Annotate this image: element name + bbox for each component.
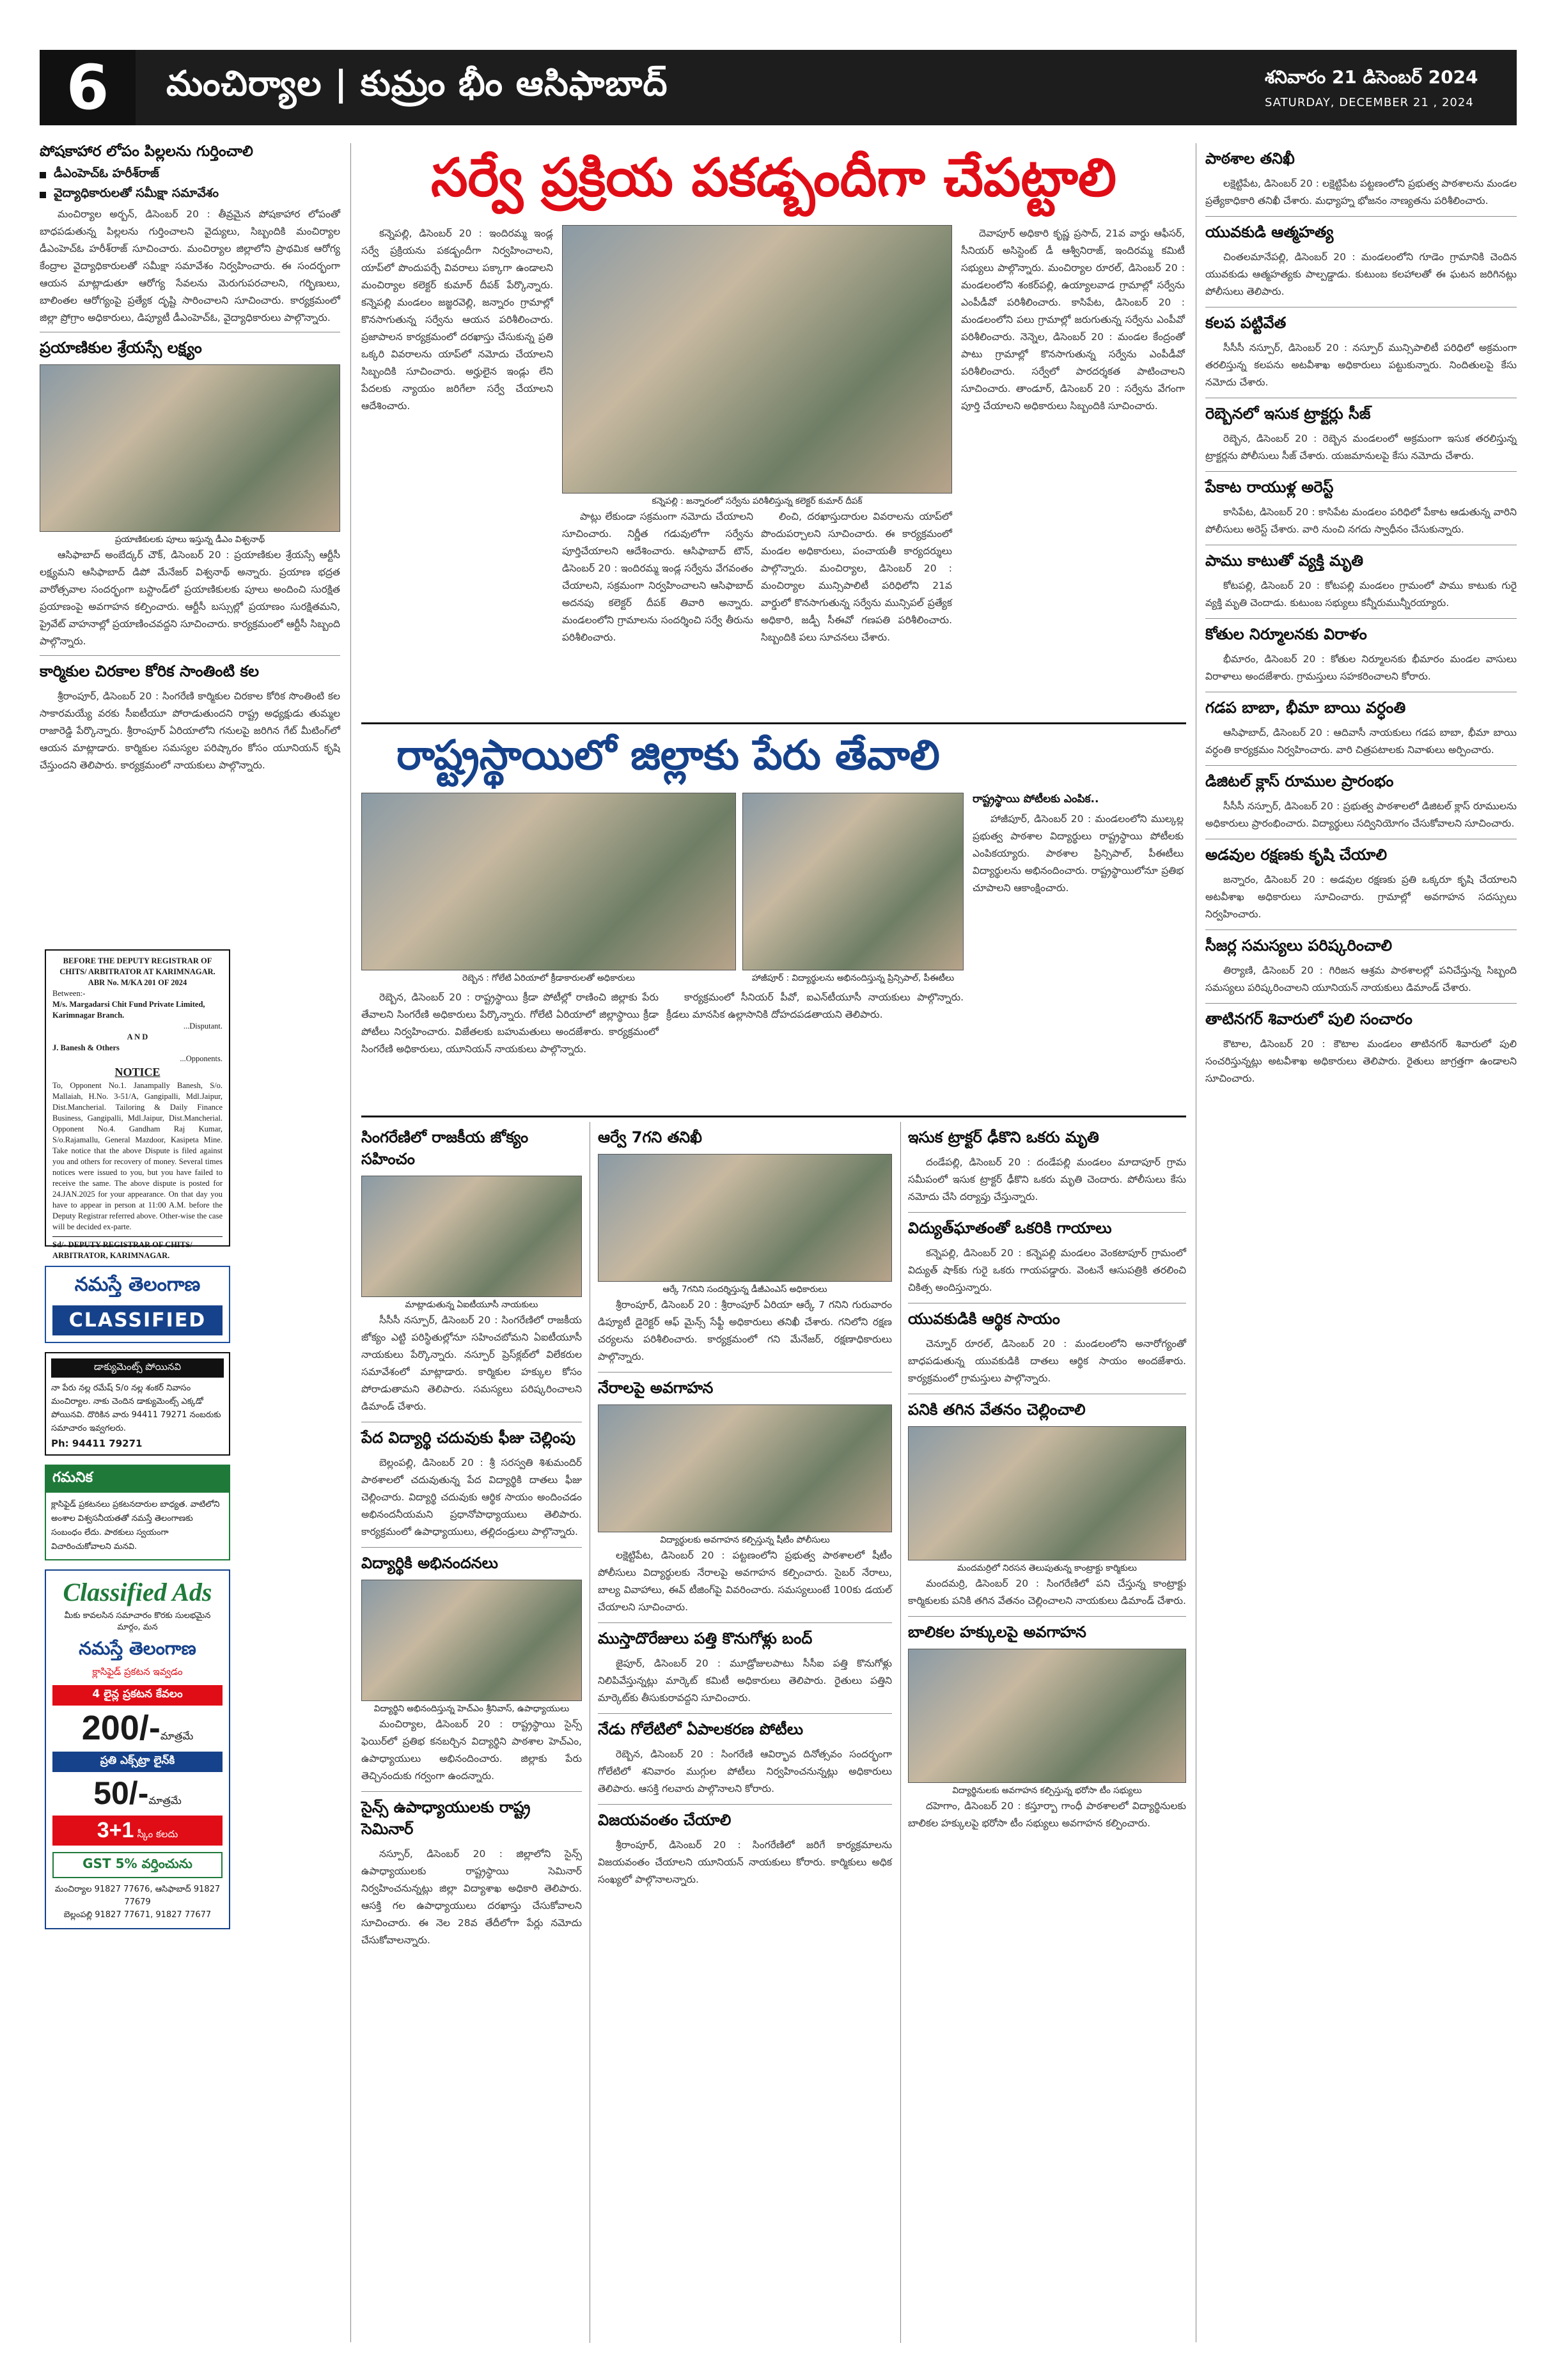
page-title: మంచిర్యాల | కుమ్రం భీం ఆసిఫాబాద్ <box>136 50 1248 125</box>
story-photo <box>40 364 340 532</box>
photo-caption: ఆర్కే 7గనిని సందర్శిస్తున్న డీజీఎంఎస్ అధికారులు <box>662 1284 827 1295</box>
column-1 <box>40 143 340 1089</box>
story-divider <box>1205 618 1517 619</box>
story-photo <box>598 1404 892 1532</box>
story-headline: యువకుడి ఆత్మహత్య <box>1205 223 1334 241</box>
page-number: 6 <box>40 50 136 125</box>
story-body: రెబ్బెన, డిసెంబర్ 20 : రెబ్బెన మండలంలో అక్రమంగా ఇసుక తరలిస్తున్న ట్రాక్టర్లను పోలీసులు సీజ్ చేశారు. యజమానులపై కేసు నమోదు చేశారు. <box>1205 433 1517 462</box>
story-headline: రాష్ట్రస్థాయిలో జిల్లాకు పేరు తేవాలి <box>396 732 940 779</box>
story-photo <box>361 793 736 970</box>
story-photo <box>742 793 964 970</box>
story-headline: కలప పట్టివేత <box>1205 314 1287 332</box>
story-body: శ్రీరాంపూర్, డిసెంబర్ 20 : సింగరేణిలో జరిగే కార్యక్రమాలను విజయవంతం చేయాలని యూనియన్ నాయకులు కోరారు. కార్మికులు అధిక సంఖ్యలో పాల్గొనాలన్నారు. <box>598 1839 892 1885</box>
story-headline: సైన్స్ ఉపాధ్యాయులకు రాష్ట్ర సెమినార్ <box>361 1798 531 1838</box>
story-headline: పేకాట రాయుళ్ల అరెస్ట్ <box>1205 478 1334 496</box>
story-divider <box>1205 929 1517 930</box>
story-headline: యువకుడికి ఆర్థిక సాయం <box>908 1310 1060 1328</box>
photo-caption: ప్రయాణికులకు పూలు ఇస్తున్న డీఎం విశ్వనాథ్ <box>114 534 265 545</box>
story <box>1205 471 1517 538</box>
story <box>598 1622 892 1707</box>
story-body: సీసీసీ నస్పూర్, డిసెంబర్ 20 : నస్పూర్ మున్సిపాలిటీ పరిధిలో అక్రమంగా తరలిస్తున్న కలపను అటవీశాఖ అధికారులు పట్టుకున్నారు. నిందితులపై కేసు నమోదు చేశారు. <box>1205 342 1517 388</box>
story <box>1205 765 1517 832</box>
story-divider <box>908 1616 1186 1617</box>
story-headline: పోషకాహార లోపం పిల్లలను గుర్తించాలి <box>40 143 253 160</box>
date-telugu: శనివారం 21 డిసెంబర్ 2024 <box>1265 66 1478 88</box>
story <box>598 1713 892 1798</box>
story <box>1205 839 1517 923</box>
story-photo <box>908 1649 1186 1783</box>
story-headline: కోతుల నిర్మూలనకు విరాళం <box>1205 625 1367 643</box>
story <box>1205 618 1517 685</box>
story-headline: ముస్తాదొరేజులు పత్తి కొనుగోళ్లు బంద్ <box>598 1629 813 1647</box>
story-divider <box>598 1622 892 1623</box>
story <box>1205 692 1517 759</box>
column-5 <box>908 1122 1186 2343</box>
story-body: కోటపల్లి, డిసెంబర్ 20 : కోటపల్లి మండలం గ్రామంలో పాము కాటుకు గురై వ్యక్తి మృతి చెందాడు. కుటుంబ సభ్యులు కన్నీరుమున్నీరయ్యారు. <box>1205 580 1517 609</box>
story-body: లక్షెట్టిపేట, డిసెంబర్ 20 : పట్టణంలోని ప్రభుత్వ పాఠశాలలో షీటీం పోలీసులు విద్యార్థులకు నేరాలపై అవగాహన కల్పించారు. సైబర్ నేరాలు, బాల్య వివాహాలు, ఈవ్ టీజింగ్‌పై వివరించారు. సమస్యలుంటే 100కు డయల్ చేయాలని సూచించారు. <box>598 1550 892 1613</box>
story-body: దండేపల్లి, డిసెంబర్ 20 : దండేపల్లి మండలం మాదాపూర్ గ్రామ సమీపంలో ఇసుక ట్రాక్టర్ ఢీకొని ఒకరు మృతి చెందారు. పోలీసులు కేసు నమోదు చేసి దర్యాప్తు చేస్తున్నారు. <box>908 1156 1186 1202</box>
story <box>1205 307 1517 391</box>
story <box>1205 1003 1517 1087</box>
story <box>908 1616 1186 1832</box>
story-body: ఆసిఫాబాద్ అంబేద్కర్ చౌక్, డిసెంబర్ 20 : ప్రయాణికుల శ్రేయస్సే ఆర్టీసీ లక్ష్యమని ఆసిఫాబాద్ డిపో మేనేజర్ విశ్వనాథ్ అన్నారు. ప్రయాణ భద్రత వారోత్సవాల సందర్భంగా బస్టాండ్‌లో ప్రయాణికులకు పూలు అందించి సురక్షిత ప్రయాణంపై అవగాహన కల్పించారు. ఆర్టీసీ బస్సుల్లో ప్రయాణం సురక్షితమని, ప్రైవేట్ వాహనాల్లో ప్రయాణించవద్దని సూచించారు. కార్యక్రమంలో ఆర్టీసీ సిబ్బంది పాల్గొన్నారు. <box>40 549 340 647</box>
story-divider <box>1205 1003 1517 1004</box>
story-body: సీసీసీ నస్పూర్, డిసెంబర్ 20 : సింగరేణిలో రాజకీయ జోక్యం ఎట్టి పరిస్థితుల్లోనూ సహించబోమని ఏఐటీయూసీ నాయకులు పేర్కొన్నారు. నస్పూర్ ప్రెస్‌క్లబ్‌లో విలేకరుల సమావేశంలో మాట్లాడారు. కార్మికుల హక్కుల కోసం పోరాడుతామని తెలిపారు. సమస్యలు పరిష్కరించాలని డిమాండ్ చేశారు. <box>361 1314 582 1412</box>
story <box>598 1372 892 1616</box>
story-headline: డిజిటల్ క్లాస్ రూముల ప్రారంభం <box>1205 772 1394 790</box>
story-body: శ్రీరాంపూర్, డిసెంబర్ 20 : సింగరేణి కార్మికుల చిరకాల కోరిక సొంతింటి కల సాకారమయ్యే వరకు సీఐటీయూ పోరాడుతుందని రాష్ట్ర అధ్యక్షుడు తుమ్మల రాజారెడ్డి పేర్కొన్నారు. శ్రీరాంపూర్ ఏరియాలోని గనులపై జరిగిన గేట్ మీటింగ్‌లో ఆయన మాట్లాడారు. కార్మికుల సమస్యల పరిష్కారం కోసం యూనియన్ కృషి చేస్తుందని తెలిపారు. కార్యక్రమంలో నాయకులు పాల్గొన్నారు. <box>40 690 340 771</box>
masthead-date <box>1248 50 1517 125</box>
story-headline: అడవుల రక్షణకు కృషి చేయాలి <box>1205 846 1388 864</box>
story-body: లక్షెట్టిపేట, డిసెంబర్ 20 : లక్షెట్టిపేట పట్టణంలోని ప్రభుత్వ పాఠశాలను మండల ప్రత్యేకాధికారి తనిఖీ చేశారు. మధ్యాహ్న భోజనం నాణ్యతను పరిశీలించారు. <box>1205 178 1517 206</box>
story <box>908 1128 1186 1206</box>
photo-caption: మాట్లాడుతున్న ఏఐటీయూసీ నాయకులు <box>405 1300 538 1310</box>
story <box>361 1791 582 1949</box>
story-headline: కార్మికుల చిరకాల కోరిక సాంతింటి కల <box>40 662 260 680</box>
story-divider <box>361 1547 582 1548</box>
story-headline: పాము కాటుతో వ్యక్తి మృతి <box>1205 552 1363 570</box>
lead-story: సర్వే ప్రక్రియ పకడ్బందీగా చేపట్టాలి కన్నెపల్లి, డిసెంబర్ 20 : ఇందిరమ్మ ఇండ్ల సర్వే ప్రక్రియను పకడ్బందీగా నిర్వహించాలని, యాప్‌లో పొందుపర్చే వివరాలు పక్కాగా ఉండాలని మంచిర్యాల కలెక్టర్ కుమార్ దీపక్ పేర్కొన్నారు. కన్నెపల్లి మండలం జజ్జరవెల్లి, జన్నారం గ్రామాల్లో కొనసాగుతున్న సర్వేను ఆయన పరిశీలించారు. ప్రజాపాలన కార్యక్రమంలో దరఖాస్తు చేసుకున్న ప్రతి ఒక్కరి వివరాలను యాప్‌లో నమోదు చేయాలని సిబ్బందికి సూచించారు. అర్హులైన ఇండ్లు లేని పేదలకు న్యాయం జరిగేలా సర్వే చేయాలని ఆదేశించారు. కన్నెపల్లి : జన్నారంలో సర్వేను పరిశీలిస్తున్న కలెక్టర్ కుమార్ దీపక్ పాట్లు లేకుండా సక్రమంగా నమోదు చేయాలని సూచించారు. నిర్ణీత గడువులోగా సర్వేను పూర్తిచేయాలని ఆదేశించారు. ఆసిఫాబాద్ టౌన్, డిసెంబర్ 20 : ఇందిరమ్మ ఇండ్ల సర్వేను వేగవంతం చేయాలని, సక్రమంగా నిర్వహించాలని ఆసిఫాబాద్ అదనపు కలెక్టర్ దీపక్ తివారి అన్నారు. మండలంలోని గ్రామాలను సందర్శించి సర్వే తీరును పరిశీలించారు. లించి, దరఖాస్తుదారుల వివరాలను యాప్‌లో పొందుపర్చాలని సూచించారు. ఈ కార్యక్రమంలో మండల అధికారులు, పంచాయతీ కార్యదర్శులు పాల్గొన్నారు. మంచిర్యాల, డిసెంబర్ 20 : మంచిర్యాల మున్సిపాలిటీ పరిధిలోని 21వ వార్డులో కొనసాగుతున్న సర్వేను మున్సిపల్ ప్రత్యేక అధికారి, జడ్పీ సీఈవో గణపతి పరిశీలించారు. సిబ్బందికి పలు సూచనలు చేశారు. దెవాపూర్ అధికారి కృష్ణ ప్రసాద్, 21వ వార్డు ఆఫీసర్, సీనియర్ అసిస్టెంట్ డీ ఆశ్వీనిరాజ్, ఇందిరమ్మ కమిటీ సభ్యులు పాల్గొన్నారు. మంచిర్యాల రూరల్, డిసెంబర్ 20 : మండలంలోని శంకర్‌పల్లి, ఉయ్యాలవాడ గ్రామాల్లో సర్వేను ఎంపీడీవో పరిశీలించారు. కాసిపేట, డిసెంబర్ 20 : మండలంలోని పలు గ్రామాల్లో జరుగుతున్న సర్వేను ఎంపీవో పరిశీలించారు. నెన్నెల, డిసెంబర్ 20 : మండల కేంద్రంతో పాటు గ్రామాల్లో కొనసాగుతున్న సర్వేను ఎంపీడీవో పరిశీలించారు. సర్వేలో పారదర్శకత పాటించాలని సూచించారు. తాండూర్, డిసెంబర్ 20 : సర్వేను వేగంగా పూర్తి చేయాలని అధికారులు సిబ్బందికి సూచించారు. <box>361 143 1186 757</box>
brand-name: నమస్తే తెలంగాణ <box>74 1273 201 1296</box>
story-body: ఆసిఫాబాద్, డిసెంబర్ 20 : ఆదివాసీ నాయకులు గడప బాబా, భీమా బాయి వర్ధంతి కార్యక్రమం నిర్వహించారు. వారి చిత్రపటాలకు నివాళులు అర్పించారు. <box>1205 727 1517 756</box>
classified-promo: Classified Ads మీకు కావలసిన సమాచారం కొరకు సులభమైన మార్గం, మన నమస్తే తెలంగాణ క్లాసిఫైడ్ ప్రకటన ఇవ్వడం 4 లైన్ల ప్రకటన కేవలం 200/-మాత్రమే ప్రతి ఎక్స్‌ట్రా లైన్‌కి 50/-మాత్రమే 3+1 స్కీం కలదు GST 5% వర్తించును మంచిర్యాల 91827 77676, ఆసిఫాబాద్ 91827 77679 బెల్లంపల్లి 91827 77671, 91827 77677 <box>45 1569 230 1929</box>
story-body: జన్నారం, డిసెంబర్ 20 : అడవుల రక్షణకు ప్రతి ఒక్కరూ కృషి చేయాలని అటవీశాఖ అధికారులు సూచించారు. గ్రామాల్లో అవగాహన సదస్సులు నిర్వహించారు. <box>1205 874 1517 920</box>
story-headline: నేడు గోలేటిలో ఏపాలకరణ పోటీలు <box>598 1720 804 1738</box>
story-divider <box>598 1372 892 1373</box>
story <box>361 1128 582 1415</box>
story-divider <box>908 1212 1186 1213</box>
legal-notice: BEFORE THE DEPUTY REGISTRAR OF CHITS/ ARBITRATOR AT KARIMNAGAR. ABR No. M/KA 201 OF 2024 Between:- M/s. Margadarsi Chit Fund Private Limited, Karimnagar Branch. ...Disputant. A N D J. Banesh & Others ...Opponents. NOTICE To, Opponent No.1. Janampally Banesh, S/o. Mallaiah, H.No. 3-51/A, Gangipalli, Mdl.Jaipur, Dist.Mancherial. Tailoring & Daily Finance Business, Gangipalli, Mdl.Jaipur, Dist.Mancherial. Opponent No.4. Gandham Raj Kumar, S/o.Rajamallu, General Mazdoor, Kasipeta Mine. Take notice that the above Dispute is filed against you and others for recovery of money. Several times notices were issued to you, but you have failed to receive the same. The above dispute is posted for 24.JAN.2025 for your appearance. On that day you have to appear in person at 11:00 A.M. before the Deputy Registrar referred above. Other-wise the case will be decided ex-parte. Sd/- DEPUTY REGISTRAR OF CHITS/ ARBITRATOR, KARIMNAGAR. <box>45 949 230 1247</box>
column-4 <box>598 1122 892 2343</box>
story-divider <box>361 1791 582 1792</box>
story <box>908 1394 1186 1610</box>
story-headline: విజయవంతం చేయాలి <box>598 1811 732 1829</box>
story-body: తిర్యాణి, డిసెంబర్ 20 : గిరిజన ఆశ్రమ పాఠశాలల్లో పనిచేస్తున్న సిబ్బంది సమస్యలు పరిష్కరించాలని యూనియన్ నాయకులు డిమాండ్ చేశారు. <box>1205 965 1517 993</box>
story-headline: గడప బాబా, భీమా బాయి వర్ధంతి <box>1205 699 1406 717</box>
story-headline: విద్యుత్‌ఘాతంతో ఒకరికి గాయాలు <box>908 1219 1112 1237</box>
story-headline: పనికి తగిన వేతనం చెల్లించాలి <box>908 1401 1086 1419</box>
classified-ad: డాక్యుమెంట్స్ పోయినవి నా పేరు నల్ల రమేష్ S/o నల్ల శంకర్ నివాసం మంచిర్యాల. నాకు చెందిన డాక్యుమెంట్స్ ఎక్కడో పోయినవి. దొరికిన వారు 94411 79271 నంబరుకు సమాచారం ఇవ్వగలరు. Ph: 94411 79271 <box>45 1352 230 1456</box>
story-bullet: వైద్యాధికారులతో సమీక్షా సమావేశం <box>40 186 340 203</box>
story-body: కన్నెపల్లి, డిసెంబర్ 20 : ఇందిరమ్మ ఇండ్ల సర్వే ప్రక్రియను పకడ్బందీగా నిర్వహించాలని, యాప్‌లో పొందుపర్చే వివరాలు పక్కాగా ఉండాలని మంచిర్యాల కలెక్టర్ కుమార్ దీపక్ పేర్కొన్నారు. కన్నెపల్లి మండలం జజ్జరవెల్లి, జన్నారం గ్రామాల్లో కొనసాగుతున్న సర్వేను ఆయన పరిశీలించారు. ప్రజాపాలన కార్యక్రమంలో దరఖాస్తు చేసుకున్న ప్రతి ఒక్కరి వివరాలను యాప్‌లో నమోదు చేయాలని సిబ్బందికి సూచించారు. అర్హులైన ఇండ్లు లేని పేదలకు న్యాయం జరిగేలా సర్వే చేయాలని ఆదేశించారు. <box>361 228 553 412</box>
state-story: రాష్ట్రస్థాయిలో జిల్లాకు పేరు తేవాలి రెబ్బెన : గోలేటి ఏరియాలో క్రీడాకారులతో అధికారులు హాజీపూర్ : విద్యార్థులను అభినందిస్తున్న ప్రిన్సిపాల్, పీఈటీలు రెబ్బెన, డిసెంబర్ 20 : రాష్ట్రస్థాయి క్రీడా పోటీల్లో రాణించి జిల్లాకు పేరు తేవాలని సింగరేణి అధికారులు పేర్కొన్నారు. గోలేటి ఏరియాలో జిల్లాస్థాయి క్రీడా పోటీలు నిర్వహించారు. విజేతలకు బహుమతులు అందజేశారు. కార్యక్రమంలో సింగరేణి అధికారులు, యూనియన్ నాయకులు పాల్గొన్నారు. కార్యక్రమంలో సీనియర్ పీవో, ఐఎన్‌టీయూసీ నాయకులు పాల్గొన్నారు. క్రీడలు మానసిక ఉల్లాసానికి దోహదపడతాయని తెలిపారు. రాష్ట్రస్థాయి పోటీలకు ఎంపిక.. హాజీపూర్, డిసెంబర్ 20 : మండలంలోని ముల్కల్ల ప్రభుత్వ పాఠశాల విద్యార్థులు రాష్ట్రస్థాయి పోటీలకు ఎంపికయ్యారు. పాఠశాల ప్రిన్సిపాల్, పీఈటీలు విద్యార్థులను అభినందించారు. రాష్ట్రస్థాయిలోనూ ప్రతిభ చూపాలని ఆకాంక్షించారు. <box>361 729 1186 1109</box>
story <box>361 1422 582 1541</box>
story-headline: విద్యార్థికి అభినందనలు <box>361 1554 498 1572</box>
story-headline: పాఠశాల తనిఖీ <box>1205 150 1295 167</box>
story-headline: తాటినగర్ శివారులో పులి సంచారం <box>1205 1010 1412 1028</box>
photo-caption: విద్యార్థులకు అవగాహన కల్పిస్తున్న షీటీం పోలీసులు <box>660 1535 830 1545</box>
story-body: చింతలమానేపల్లి, డిసెంబర్ 20 : మండలంలోని గూడెం గ్రామానికి చెందిన యువకుడు ఆత్మహత్యకు పాల్పడ్డాడు. కుటుంబ కలహాలతో ఈ ఘటన జరిగినట్లు పోలీసులు తెలిపారు. <box>1205 251 1517 297</box>
story-body: సీసీసీ నస్పూర్, డిసెంబర్ 20 : ప్రభుత్వ పాఠశాలలో డిజిటల్ క్లాస్ రూములను అధికారులు ప్రారంభించారు. విద్యార్థులు సద్వినియోగం చేసుకోవాలని సూచించారు. <box>1205 800 1517 829</box>
story-divider <box>1205 471 1517 472</box>
story-body: బెల్లంపల్లి, డిసెంబర్ 20 : శ్రీ సరస్వతి శిశుమందిర్ పాఠశాలలో చదువుతున్న పేద విద్యార్థికి దాతలు ఫీజు చెల్లించారు. విద్యార్థి చదువుకు ఆర్థిక సాయం అందించడం అభినందనీయమని ప్రధానోపాధ్యాయులు తెలిపారు. కార్యక్రమంలో ఉపాధ్యాయులు, తల్లిదండ్రులు పాల్గొన్నారు. <box>361 1457 582 1537</box>
story <box>1205 150 1517 210</box>
story-headline: రెబ్బెనలో ఇసుక ట్రాక్టర్లు సీజ్ <box>1205 405 1371 423</box>
story-body: కన్నెపల్లి, డిసెంబర్ 20 : కన్నెపల్లి మండలం వెంకటాపూర్ గ్రామంలో విద్యుత్ షాక్‌కు గురై ఒకరు గాయపడ్డారు. వెంటనే ఆసుపత్రికి తరలించి చికిత్స అందిస్తున్నారు. <box>908 1247 1186 1293</box>
story <box>1205 216 1517 300</box>
story-headline: ఆర్వే 7గని తనిఖీ <box>598 1128 702 1146</box>
photo-caption: కన్నెపల్లి : జన్నారంలో సర్వేను పరిశీలిస్తున్న కలెక్టర్ కుమార్ దీపక్ <box>652 496 863 506</box>
story-body: మంచిర్యాల అర్బన్, డిసెంబర్ 20 : తీవ్రమైన పోషకాహార లోపంతో బాధపడుతున్న పిల్లలను గుర్తించాలని వైద్యులు, సిబ్బందికి మంచిర్యాల డీఎంహెచ్‌ఓ హరీశ్‌రాజ్ సూచించారు. మంచిర్యాల జిల్లాలోని ప్రాథమిక ఆరోగ్య కేంద్రాల వైద్యాధికారులతో సమీక్షా సమావేశం నిర్వహించారు. ఈ సందర్భంగా ఆయన మాట్లాడుతూ ఆరోగ్య సేవలను మెరుగుపరచాలని, గర్భిణులు, బాలింతల ఆరోగ్యంపై ప్రత్యేక దృష్టి సారించాలని సూచించారు. కార్యక్రమంలో జిల్లా ప్రోగ్రాం అధికారులు, డిప్యూటీ డీఎంహెచ్‌ఓ, వైద్యాధికారులు పాల్గొన్నారు. <box>40 208 340 323</box>
column-3 <box>361 1122 582 2343</box>
story-body: జైపూర్, డిసెంబర్ 20 : మూడ్రోజులపాటు సీసీఐ పత్తి కొనుగోళ్లు నిలిపివేస్తున్నట్లు మార్కెట్ కమిటీ అధికారులు తెలిపారు. రైతులు పత్తిని మార్కెట్‌కు తీసుకురావద్దని సూచించారు. <box>598 1658 892 1704</box>
story-body: నస్పూర్, డిసెంబర్ 20 : జిల్లాలోని సైన్స్ ఉపాధ్యాయులకు రాష్ట్రస్థాయి సెమినార్ నిర్వహించనున్నట్లు జిల్లా విద్యాశాఖ అధికారి తెలిపారు. ఆసక్తి గల ఉపాధ్యాయులు దరఖాస్తు చేసుకోవాలని సూచించారు. ఈ నెల 28వ తేదీలోగా పేర్లు నమోదు చేసుకోవాలన్నారు. <box>361 1848 582 1946</box>
masthead <box>40 50 1517 125</box>
story-headline: బాలికల హక్కులపై అవగాహన <box>908 1623 1086 1641</box>
story-headline: ఇసుక ట్రాక్టర్ ఢీకొని ఒకరు మృతి <box>908 1128 1099 1146</box>
story-body: దెవాపూర్ అధికారి కృష్ణ ప్రసాద్, 21వ వార్డు ఆఫీసర్, సీనియర్ అసిస్టెంట్ డీ ఆశ్వీనిరాజ్, ఇందిరమ్మ కమిటీ సభ్యులు పాల్గొన్నారు. మంచిర్యాల రూరల్, డిసెంబర్ 20 : మండలంలోని శంకర్‌పల్లి, ఉయ్యాలవాడ గ్రామాల్లో సర్వేను ఎంపీడీవో పరిశీలించారు. కాసిపేట, డిసెంబర్ 20 : మండలంలోని పలు గ్రామాల్లో జరుగుతున్న సర్వేను ఎంపీవో పరిశీలించారు. నెన్నెల, డిసెంబర్ 20 : మండల కేంద్రంతో పాటు గ్రామాల్లో కొనసాగుతున్న సర్వేను ఎంపీడీవో పరిశీలించారు. సర్వేలో పారదర్శకత పాటించాలని సూచించారు. తాండూర్, డిసెంబర్ 20 : సర్వేను వేగంగా పూర్తి చేయాలని అధికారులు సిబ్బందికి సూచించారు. <box>961 228 1185 412</box>
classified-header <box>45 1266 230 1343</box>
story-divider <box>598 1804 892 1805</box>
photo-caption: విద్యార్థినులకు అవగాహన కల్పిస్తున్న భరోసా టీం సభ్యులు <box>952 1785 1142 1796</box>
story <box>1205 545 1517 612</box>
story-photo <box>361 1580 582 1701</box>
classified-section <box>45 1266 230 2212</box>
photo-caption: మందమర్రిలో నిరసన తెలుపుతున్న కాంట్రాక్టు కార్మికులు <box>957 1563 1137 1573</box>
lead-photo <box>562 225 952 494</box>
story-photo <box>598 1154 892 1282</box>
story-photo <box>908 1426 1186 1560</box>
story-headline: సీజర్ల సమస్యలు పరిష్కరించాలి <box>1205 937 1393 954</box>
photo-caption: విద్యార్థిని అభినందిస్తున్న హెచ్‌ఎం శ్రీనివాస్, ఉపాధ్యాయులు <box>373 1704 570 1714</box>
story <box>598 1804 892 1888</box>
story <box>908 1212 1186 1296</box>
story-headline: పేద విద్యార్థి చదువుకు ఫీజు చెల్లింపు <box>361 1429 576 1447</box>
story <box>1205 398 1517 465</box>
notice-title: NOTICE <box>114 1066 160 1078</box>
story-body: చెన్నూర్ రూరల్, డిసెంబర్ 20 : మండలంలోని అనారోగ్యంతో బాధపడుతున్న యువకుడికి దాతలు ఆర్థిక సాయం అందజేశారు. కార్యక్రమంలో గ్రామస్తులు పాల్గొన్నారు. <box>908 1338 1186 1384</box>
column-6 <box>1205 143 1517 2342</box>
story-bullet: డీఎంహెచ్‌ఓ హరీశ్‌రాజ్ <box>40 166 340 183</box>
story-body: శ్రీరాంపూర్, డిసెంబర్ 20 : శ్రీరాంపూర్ ఏరియా ఆర్కే 7 గనిని గురువారం డిప్యూటీ డైరెక్టర్ ఆఫ్ మైన్స్ సేఫ్టీ అధికారులు తనిఖీ చేశారు. గనిలోని రక్షణ చర్యలను పరిశీలించారు. కార్యక్రమంలో గని మేనేజర్, రక్షణాధికారులు పాల్గొన్నారు. <box>598 1299 892 1362</box>
story-divider <box>1205 216 1517 217</box>
story <box>908 1303 1186 1387</box>
story <box>361 1547 582 1785</box>
story-body: కౌటాల, డిసెంబర్ 20 : కౌటాల మండలం తాటినగర్ శివారులో పులి సంచరిస్తున్నట్లు అటవీశాఖ అధికారులు తెలిపారు. రైతులు జాగ్రత్తగా ఉండాలని సూచించారు. <box>1205 1038 1517 1084</box>
lead-headline: సర్వే ప్రక్రియ పకడ్బందీగా చేపట్టాలి <box>431 148 1116 208</box>
notice-ganika: గమనిక క్లాసిఫైడ్ ప్రకటనలు ప్రకటనదారుల బాధ్యత. వాటిలోని అంశాల విశ్వసనీయతతో నమస్తే తెలంగాణకు సంబంధం లేదు. పాఠకులు స్వయంగా విచారించుకోవాలని మనవి. <box>45 1465 230 1560</box>
story-body: భీమారం, డిసెంబర్ 20 : కోతుల నిర్మూలనకు భీమారం మండల వాసులు విరాళాలు అందజేశారు. గ్రామస్తులు సహకరించాలని కోరారు. <box>1205 653 1517 682</box>
date-english: SATURDAY, DECEMBER 21 , 2024 <box>1265 95 1474 109</box>
story <box>598 1128 892 1365</box>
story-body: మంచిర్యాల, డిసెంబర్ 20 : రాష్ట్రస్థాయి సైన్స్ ఫెయిర్‌లో ప్రతిభ కనబర్చిన విద్యార్థిని పాఠశాల హెచ్‌ఎం, ఉపాధ్యాయులు అభినందించారు. జిల్లాకు పేరు తెచ్చినందుకు గర్వంగా ఉందన్నారు. <box>361 1718 582 1782</box>
story-photo <box>361 1176 582 1297</box>
story-body: రెబ్బెన, డిసెంబర్ 20 : సింగరేణి ఆవిర్భావ దినోత్సవం సందర్భంగా గోలేటిలో శనివారం ముగ్గుల పోటీలు నిర్వహించనున్నట్లు అధికారులు తెలిపారు. ఆసక్తి గలవారు పాల్గొనాలని కోరారు. <box>598 1748 892 1794</box>
story-body: దహెగాం, డిసెంబర్ 20 : కస్తూర్బా గాంధీ పాఠశాలలో విద్యార్థినులకు బాలికల హక్కులపై భరోసా టీం సభ్యులు అవగాహన కల్పించారు. <box>908 1800 1186 1829</box>
classified-label: CLASSIFIED <box>52 1305 223 1335</box>
story-body: కాసిపేట, డిసెంబర్ 20 : కాసిపేట మండలం పరిధిలో పేకాట ఆడుతున్న వారిని పోలీసులు అరెస్ట్ చేశారు. వారి నుంచి నగదు స్వాధీనం చేసుకున్నారు. <box>1205 506 1517 535</box>
story-headline: నేరాలపై అవగాహన <box>598 1379 714 1397</box>
story <box>1205 929 1517 997</box>
story-divider <box>598 1713 892 1714</box>
story-divider <box>1205 765 1517 766</box>
story-headline: ప్రయాణికుల శ్రేయస్సే లక్ష్యం <box>40 339 202 357</box>
story-headline: సింగరేణిలో రాజకీయ జోక్యం సహించం <box>361 1128 529 1168</box>
story-body: మందమర్రి, డిసెంబర్ 20 : సింగరేణిలో పని చేస్తున్న కాంట్రాక్టు కార్మికులకు పనికి తగిన వేతనం చెల్లించాలని నాయకులు డిమాండ్ చేశారు. <box>908 1578 1186 1606</box>
